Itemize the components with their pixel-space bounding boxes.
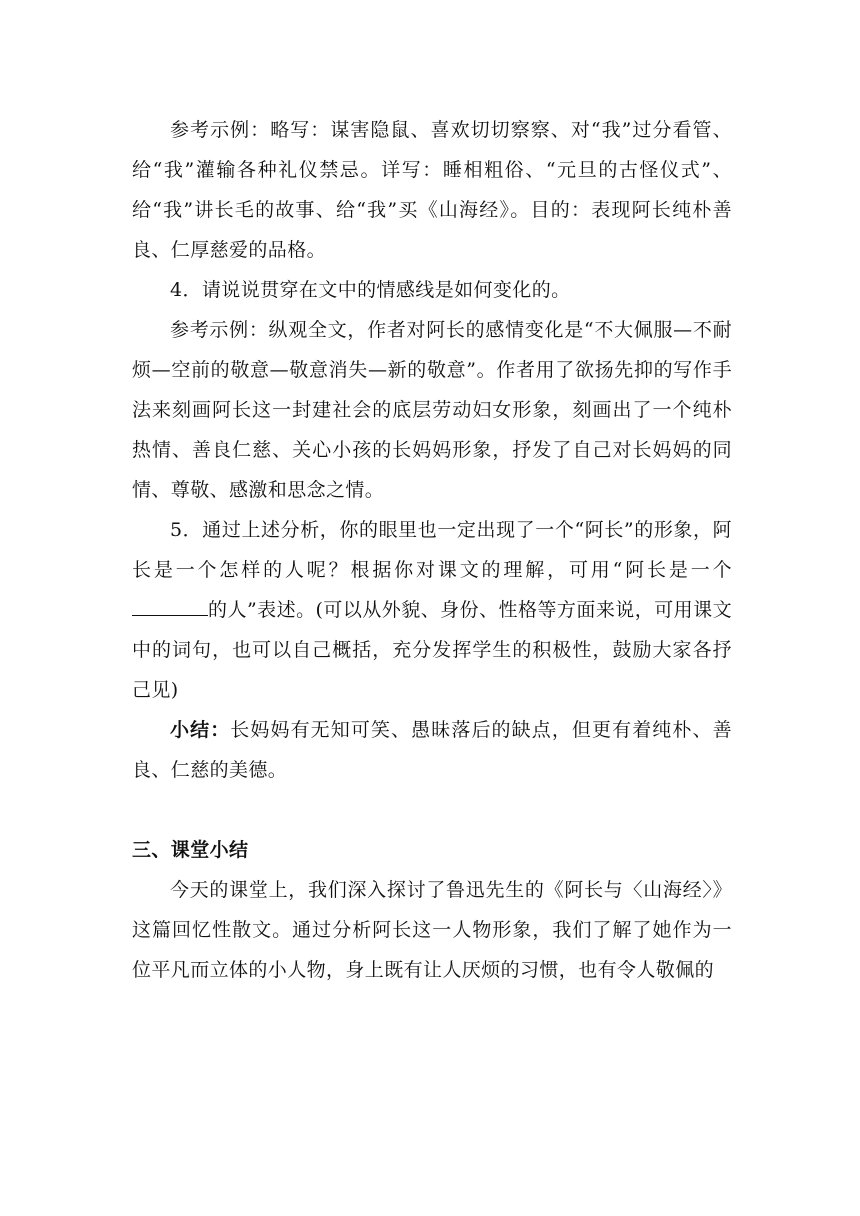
class-summary-paragraph: 今天的课堂上，我们深入探讨了鲁迅先生的《阿长与〈山海经〉》这篇回忆性散文。通过分析阿长这一人物形象，我们了解了她作为一位平凡而立体的小人物，身上既有让人厌烦的习惯，也有令人敬佩的 [132,879,732,981]
fill-in-blank [132,614,208,616]
answer-example-paragraph-1: 参考示例：略写：谋害隐鼠、喜欢切切察察、对“我”过分看管、给“我”灌输各种礼仪禁忌。详写：睡相粗俗、“元旦的古怪仪式”、给“我”讲长毛的故事、给“我”买《山海经》。目的：表现阿长纯朴善良、仁厚慈爱的品格。 [132,119,732,261]
question-5 [132,510,732,710]
document-body [132,110,732,990]
question-5-text-after-blank: 的人”表述。(可以从外貌、身份、性格等方面来说，可用课文中的词句，也可以自己概括，充分发挥学生的积极性，鼓励大家各抒己见) [132,599,732,701]
summary-paragraph [132,710,732,790]
answer-example-paragraph-2: 参考示例：纵观全文，作者对阿长的感情变化是“不大佩服—不耐烦—空前的敬意—敬意消失—新的敬意”。作者用了欲扬先抑的写作手法来刻画阿长这一封建社会的底层劳动妇女形象，刻画出了一个纯朴热情、善良仁慈、关心小孩的长妈妈形象，抒发了自己对长妈妈的同情、尊敬、感激和思念之情。 [132,319,732,501]
question-5-text-before-blank: 5．通过上述分析，你的眼里也一定出现了一个“阿长”的形象，阿长是一个怎样的人呢？根据你对课文的理解，可用“阿长是一个 [132,519,732,581]
section-heading-class-summary: 三、课堂小结 [132,839,249,861]
summary-label: 小结： [170,719,231,741]
question-4: 4．请说说贯穿在文中的情感线是如何变化的。 [170,279,571,301]
summary-text: 长妈妈有无知可笑、愚昧落后的缺点，但更有着纯朴、善良、仁慈的美德。 [132,719,732,781]
